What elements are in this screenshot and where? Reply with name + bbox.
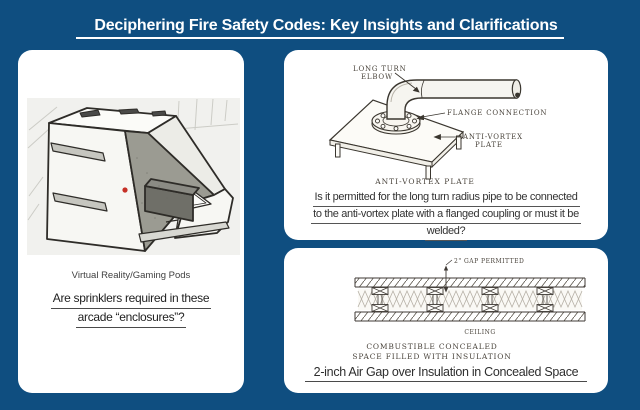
vr-pods-caption: Virtual Reality/Gaming Pods xyxy=(71,270,191,281)
question-line: arcade “enclosures”? xyxy=(76,309,187,328)
description-line: COMBUSTIBLE CONCEALED xyxy=(366,342,498,351)
ceiling-label: CEILING xyxy=(464,329,496,336)
plate-label: PLATE xyxy=(475,141,503,149)
concealed-space-diagram xyxy=(350,254,590,338)
question-line: 2-inch Air Gap over Insulation in Concealed Space xyxy=(305,365,588,382)
vr-pods-question xyxy=(18,290,244,328)
question-line: Is it permitted for the long turn radius pipe to be connected xyxy=(313,190,580,207)
gaming-pod-sketch xyxy=(27,98,240,255)
anti-vortex-caption: ANTI-VORTEX PLATE xyxy=(375,177,475,186)
air-gap-card xyxy=(284,248,608,393)
page-title: Deciphering Fire Safety Codes: Key Insights and Clarifications xyxy=(76,17,563,39)
question-line: Are sprinklers required in these xyxy=(51,290,211,309)
air-gap-question xyxy=(284,365,608,382)
concealed-space-description xyxy=(284,342,580,361)
anti-vortex-question xyxy=(286,190,606,241)
elbow-label: ELBOW xyxy=(361,73,393,81)
vr-pods-card xyxy=(18,50,244,393)
title-bar xyxy=(0,17,640,39)
description-line: SPACE FILLED WITH INSULATION xyxy=(352,351,512,361)
anti-vortex-diagram xyxy=(325,56,600,190)
gap-label: 2" GAP PERMITTED xyxy=(454,258,525,265)
anti-vortex-card xyxy=(284,50,608,240)
question-line: to the anti-vortex plate with a flanged coupling or must it be xyxy=(311,207,581,224)
gap-arrow xyxy=(444,260,452,293)
question-line: welded? xyxy=(425,224,468,241)
elbow-label: LONG TURN xyxy=(353,65,407,73)
red-marker-dot xyxy=(122,187,127,192)
plate-label: ANTI-VORTEX xyxy=(463,133,523,141)
flange-label: FLANGE CONNECTION xyxy=(447,109,548,117)
